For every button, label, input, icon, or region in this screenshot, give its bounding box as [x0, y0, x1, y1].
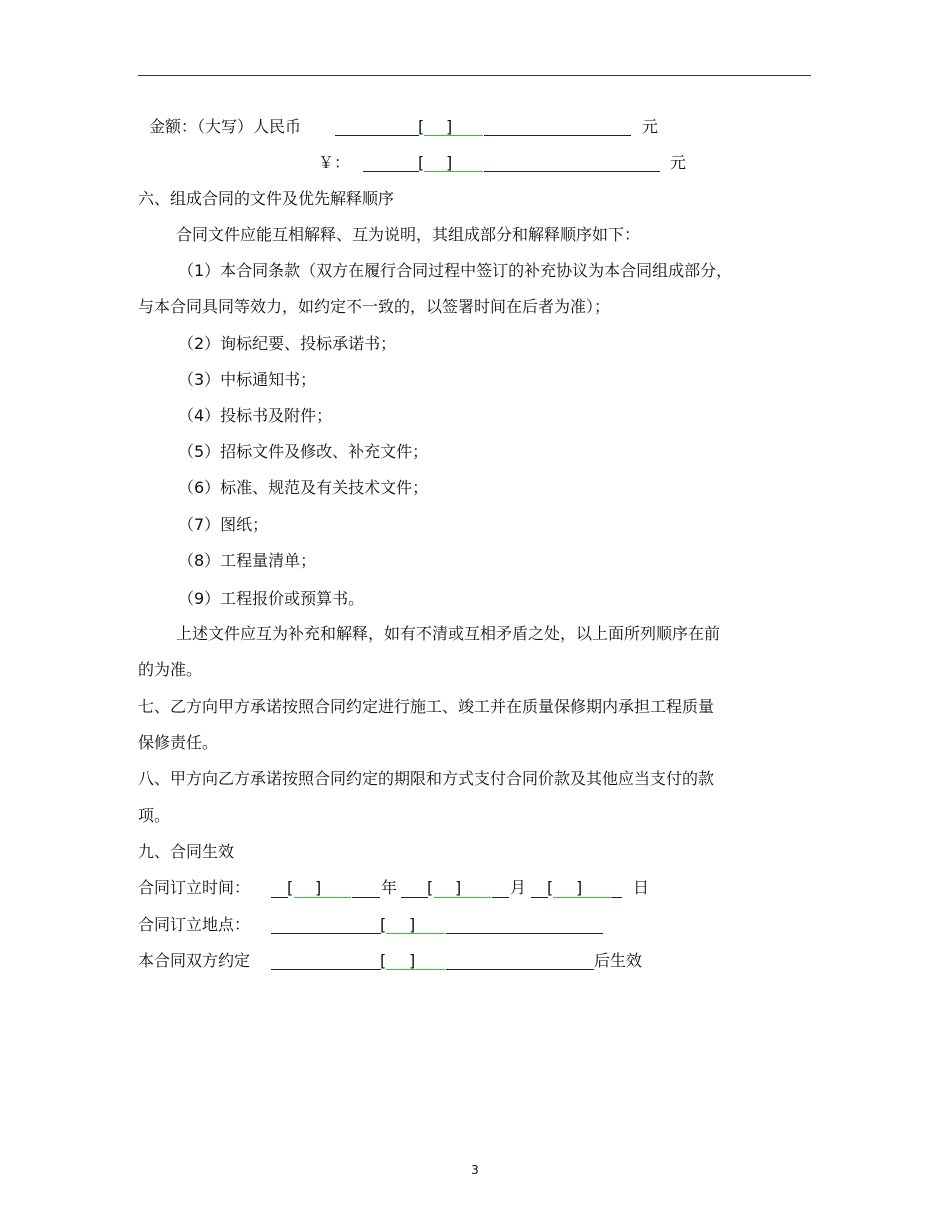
bracket-close: ] [315, 878, 322, 897]
month-label: 月 [510, 878, 527, 897]
section6-closing-line2: 的为准。 [138, 660, 203, 679]
contract-effect-label: 本合同双方约定 [138, 951, 251, 970]
bracket-close: ] [446, 117, 453, 136]
section6-item-8: （8）工程量清单； [178, 551, 317, 570]
bracket-close: ] [446, 153, 453, 172]
bracket-open: [ [287, 878, 294, 897]
amount-words-label: 金额：（大写）人民币 [149, 117, 302, 136]
bracket-open: [ [418, 117, 425, 136]
section6-heading: 六、组成合同的文件及优先解释顺序 [138, 189, 395, 208]
section7-line1: 七、乙方向甲方承诺按照合同约定进行施工、竣工并在质量保修期内承担工程质量 [138, 697, 715, 716]
section6-item-5: （5）招标文件及修改、补充文件； [178, 442, 429, 461]
section8-line2: 项。 [138, 806, 171, 825]
section6-item-9: （9）工程报价或预算书。 [178, 589, 365, 608]
amount-figure-label: ￥： [318, 153, 351, 172]
page-number: 3 [471, 1163, 479, 1177]
bracket-close: ] [409, 951, 416, 970]
section6-item-3: （3）中标通知书； [178, 370, 317, 389]
section6-item-2: （2）询标纪要、投标承诺书； [178, 334, 397, 353]
section6-item-1-line1: （1）本合同条款（双方在履行合同过程中签订的补充协议为本合同组成部分， [178, 261, 733, 280]
section6-closing-line1: 上述文件应互为补充和解释，如有不清或互相矛盾之处，以上面所列顺序在前 [176, 624, 721, 643]
day-label: 日 [633, 878, 650, 897]
contract-effect-suffix: 后生效 [594, 951, 643, 970]
bracket-close: ] [455, 878, 462, 897]
bracket-open: [ [547, 878, 554, 897]
amount-figure-unit: 元 [670, 153, 687, 172]
section9-heading: 九、合同生效 [138, 842, 235, 861]
section6-item-4: （4）投标书及附件； [178, 406, 333, 425]
section8-line1: 八、甲方向乙方承诺按照合同约定的期限和方式支付合同价款及其他应当支付的款 [138, 769, 715, 788]
year-label: 年 [381, 878, 398, 897]
bracket-open: [ [380, 951, 387, 970]
bracket-close: ] [409, 915, 416, 934]
contract-date-label: 合同订立时间： [138, 878, 251, 897]
contract-place-label: 合同订立地点： [138, 915, 251, 934]
section6-item-7: （7）图纸； [178, 515, 269, 534]
section6-intro: 合同文件应能互相解释、互为说明，其组成部分和解释顺序如下： [176, 225, 641, 244]
bracket-open: [ [380, 915, 387, 934]
section6-item-6: （6）标准、规范及有关技术文件； [178, 478, 429, 497]
section7-line2: 保修责任。 [138, 733, 219, 752]
bracket-open: [ [427, 878, 434, 897]
amount-unit: 元 [642, 117, 659, 136]
header-rule [138, 75, 811, 76]
bracket-open: [ [418, 153, 425, 172]
section6-item-1-line2: 与本合同具同等效力，如约定不一致的，以签署时间在后者为准）； [138, 297, 611, 316]
bracket-close: ] [576, 878, 583, 897]
